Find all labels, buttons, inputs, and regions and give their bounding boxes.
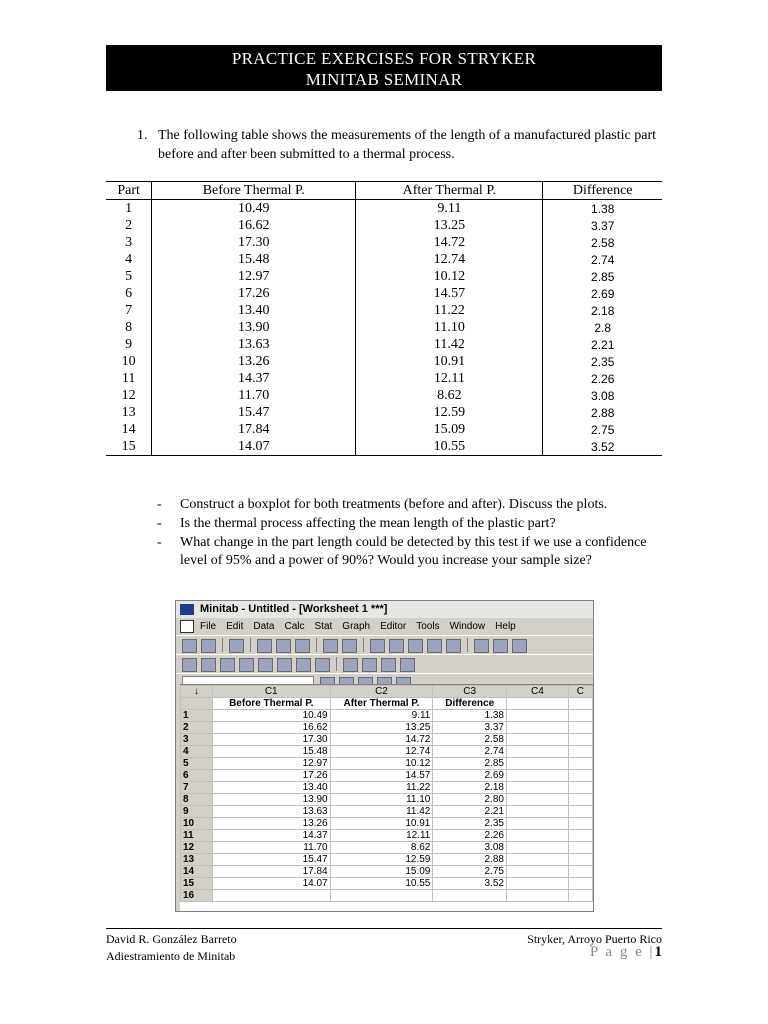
worksheet-cell[interactable]	[568, 770, 592, 782]
show-history-icon[interactable]	[258, 658, 273, 672]
title-banner	[106, 45, 662, 91]
table-cell: 6	[106, 285, 152, 302]
table-body	[106, 200, 662, 456]
table-cell: 15.09	[356, 421, 543, 438]
worksheet-cell[interactable]: 11.10	[330, 794, 433, 806]
table-cell: 10.12	[356, 268, 543, 285]
page-number-value: 1	[654, 944, 662, 960]
table-cell: 8.62	[356, 387, 543, 404]
bullet-dash: -	[157, 516, 162, 531]
worksheet-cell[interactable]	[506, 770, 568, 782]
table-cell: 2.88	[543, 404, 662, 421]
worksheet-cell[interactable]: 13.40	[212, 782, 330, 794]
worksheet-cell[interactable]: 14.72	[330, 734, 433, 746]
worksheet-row	[181, 794, 593, 806]
table-row	[106, 200, 662, 218]
worksheet-cell[interactable]: 2.88	[433, 854, 507, 866]
save-icon[interactable]	[201, 639, 216, 653]
worksheet-cell[interactable]: 14.07	[212, 878, 330, 890]
footer-divider	[106, 928, 662, 929]
table-cell: 8	[106, 319, 152, 336]
row-number[interactable]: 9	[181, 806, 213, 818]
footer-author: David R. González Barreto	[106, 932, 237, 946]
table-cell: 12.11	[356, 370, 543, 387]
worksheet-row	[181, 854, 593, 866]
paste-icon[interactable]	[295, 639, 310, 653]
table-cell: 13.40	[152, 302, 356, 319]
worksheet-cell[interactable]	[506, 878, 568, 890]
footer-org: Stryker, Arroyo Puerto Rico	[527, 932, 662, 946]
table-cell: 2.74	[543, 251, 662, 268]
table-cell: 14.57	[356, 285, 543, 302]
worksheet-cell[interactable]	[568, 782, 592, 794]
table-cell: 2.8	[543, 319, 662, 336]
table-row	[106, 336, 662, 353]
worksheet-cell[interactable]: 2.80	[433, 794, 507, 806]
worksheet-row	[181, 878, 593, 890]
question-item	[157, 515, 662, 533]
table-cell: 3.08	[543, 387, 662, 404]
table-cell: 10.49	[152, 200, 356, 218]
worksheet-cell[interactable]: 11.42	[330, 806, 433, 818]
question-list	[157, 496, 662, 571]
worksheet-cell[interactable]	[568, 842, 592, 854]
window-titlebar	[176, 601, 593, 618]
table-cell: 2.69	[543, 285, 662, 302]
window-title: Minitab - Untitled - [Worksheet 1 ***]	[200, 603, 388, 615]
worksheet-cell[interactable]	[568, 734, 592, 746]
column-id-header[interactable]: C1	[212, 686, 330, 698]
table-cell: 13	[106, 404, 152, 421]
row-number[interactable]: 7	[181, 782, 213, 794]
worksheet-cell[interactable]	[506, 866, 568, 878]
table-cell: 13.90	[152, 319, 356, 336]
page-number	[590, 944, 662, 961]
table-cell: 17.84	[152, 421, 356, 438]
cut-icon[interactable]	[257, 639, 272, 653]
row-number[interactable]: 15	[181, 878, 213, 890]
worksheet-row	[181, 734, 593, 746]
menu-item-graph[interactable]: Graph	[342, 621, 371, 632]
find-icon[interactable]	[427, 639, 442, 653]
worksheet-cell[interactable]	[568, 806, 592, 818]
table-cell: 15.48	[152, 251, 356, 268]
manage-graphs-icon[interactable]	[362, 658, 377, 672]
worksheet-cell[interactable]: 2.21	[433, 806, 507, 818]
worksheet-cell[interactable]	[506, 806, 568, 818]
worksheet-cell[interactable]	[506, 746, 568, 758]
worksheet-cell[interactable]: 2.18	[433, 782, 507, 794]
worksheet-cell[interactable]: 13.25	[330, 722, 433, 734]
table-row	[106, 438, 662, 456]
worksheet-cell[interactable]: 11.70	[212, 842, 330, 854]
page-label: P a g e |	[589, 944, 655, 960]
toolbar-separator	[336, 657, 337, 671]
worksheet-cell[interactable]: 2.85	[433, 758, 507, 770]
table-row	[106, 217, 662, 234]
table-cell: 11.10	[356, 319, 543, 336]
table-row	[106, 319, 662, 336]
row-header-blank	[181, 698, 213, 710]
worksheet-cell[interactable]: 10.49	[212, 710, 330, 722]
menu-item-window[interactable]: Window	[449, 621, 486, 632]
row-number[interactable]: 6	[181, 770, 213, 782]
worksheet-cell[interactable]: 10.12	[330, 758, 433, 770]
worksheet-cell[interactable]	[506, 830, 568, 842]
worksheet-cell[interactable]: 10.55	[330, 878, 433, 890]
table-cell: 4	[106, 251, 152, 268]
worksheet-cell[interactable]: 14.57	[330, 770, 433, 782]
worksheet-cell[interactable]: 15.09	[330, 866, 433, 878]
row-number[interactable]: 12	[181, 842, 213, 854]
menu-item-stat[interactable]: Stat	[314, 621, 333, 632]
column-header: After Thermal P.	[356, 182, 543, 200]
minitab-app-icon	[180, 604, 194, 615]
table-cell: 2.21	[543, 336, 662, 353]
worksheet-row	[181, 866, 593, 878]
worksheet-row	[181, 818, 593, 830]
table-cell: 7	[106, 302, 152, 319]
table-cell: 13.25	[356, 217, 543, 234]
worksheet-cell[interactable]	[568, 758, 592, 770]
worksheet-cell[interactable]	[506, 758, 568, 770]
table-cell: 2.35	[543, 353, 662, 370]
worksheet-row	[181, 782, 593, 794]
table-cell: 11.22	[356, 302, 543, 319]
menu-item-edit[interactable]: Edit	[226, 621, 244, 632]
worksheet-grid	[180, 684, 593, 911]
column-name-cell[interactable]: After Thermal P.	[330, 698, 433, 710]
worksheet-cell[interactable]: 3.52	[433, 878, 507, 890]
table-row	[106, 404, 662, 421]
table-row	[106, 285, 662, 302]
table-cell: 3.37	[543, 217, 662, 234]
worksheet-body	[181, 710, 593, 902]
menu-item-calc[interactable]: Calc	[284, 621, 305, 632]
worksheet-cell[interactable]	[568, 866, 592, 878]
table-row	[106, 353, 662, 370]
exercise-text: The following table shows the measurements of the length of a manufactured plastic part before and after been submitted to a thermal process.	[158, 128, 657, 162]
exercise-intro	[137, 126, 657, 164]
update-graph-icon[interactable]	[400, 658, 415, 672]
row-number[interactable]: 11	[181, 830, 213, 842]
worksheet-cell[interactable]	[568, 722, 592, 734]
worksheet-cell[interactable]: 17.26	[212, 770, 330, 782]
worksheet-cell[interactable]	[568, 746, 592, 758]
table-cell: 10.91	[356, 353, 543, 370]
question-text: Is the thermal process affecting the mean length of the plastic part?	[180, 516, 556, 531]
row-number[interactable]: 13	[181, 854, 213, 866]
table-cell: 1	[106, 200, 152, 218]
worksheet-cell[interactable]	[433, 890, 507, 902]
worksheet-cell[interactable]: 2.69	[433, 770, 507, 782]
menu-item-file[interactable]: File	[200, 621, 217, 632]
worksheet-row	[181, 746, 593, 758]
worksheet-cell[interactable]: 3.37	[433, 722, 507, 734]
worksheet-cell[interactable]	[506, 722, 568, 734]
row-number[interactable]: 10	[181, 818, 213, 830]
title-line-2: MINITAB SEMINAR	[305, 70, 463, 89]
table-cell: 9	[106, 336, 152, 353]
worksheet-row	[181, 806, 593, 818]
worksheet-cell[interactable]: 12.59	[330, 854, 433, 866]
worksheet-cell[interactable]: 16.62	[212, 722, 330, 734]
bullet-dash: -	[157, 497, 162, 512]
arrow-up-icon[interactable]	[389, 639, 404, 653]
menu-item-editor[interactable]: Editor	[380, 621, 407, 632]
table-cell: 2.58	[543, 234, 662, 251]
table-cell: 2.18	[543, 302, 662, 319]
table-row	[106, 302, 662, 319]
table-row	[106, 387, 662, 404]
standard-toolbar	[176, 635, 593, 654]
table-cell: 15.47	[152, 404, 356, 421]
worksheet-table	[180, 685, 593, 902]
column-id-header[interactable]: C2	[330, 686, 433, 698]
row-number[interactable]: 16	[181, 890, 213, 902]
worksheet-row	[181, 890, 593, 902]
table-row	[106, 234, 662, 251]
table-cell: 10	[106, 353, 152, 370]
table-cell: 15	[106, 438, 152, 456]
table-cell: 2	[106, 217, 152, 234]
table-row	[106, 251, 662, 268]
show-data-icon[interactable]	[201, 658, 216, 672]
question-text: Construct a boxplot for both treatments (before and after). Discuss the plots.	[180, 497, 608, 512]
worksheet-cell[interactable]: 9.11	[330, 710, 433, 722]
worksheet-cell[interactable]: 17.30	[212, 734, 330, 746]
table-cell: 17.26	[152, 285, 356, 302]
cancel-icon[interactable]	[474, 639, 489, 653]
title-line-1: PRACTICE EXERCISES FOR STRYKER	[231, 49, 537, 68]
worksheet-row	[181, 710, 593, 722]
table-cell: 5	[106, 268, 152, 285]
column-header: Part	[106, 182, 152, 200]
table-cell: 13.26	[152, 353, 356, 370]
worksheet-cell[interactable]	[568, 830, 592, 842]
toolbar-separator	[316, 638, 317, 652]
table-cell: 14.37	[152, 370, 356, 387]
column-header: Before Thermal P.	[152, 182, 356, 200]
print-icon[interactable]	[229, 639, 244, 653]
worksheet-cell[interactable]: 10.91	[330, 818, 433, 830]
worksheet-row	[181, 758, 593, 770]
table-cell: 12	[106, 387, 152, 404]
worksheet-cell[interactable]: 2.58	[433, 734, 507, 746]
row-number[interactable]: 8	[181, 794, 213, 806]
worksheet-cell[interactable]	[506, 818, 568, 830]
close-graphs-icon[interactable]	[343, 658, 358, 672]
help-icon[interactable]	[493, 639, 508, 653]
worksheet-cell[interactable]	[568, 854, 592, 866]
replace-icon[interactable]	[446, 639, 461, 653]
show-session-icon[interactable]	[182, 658, 197, 672]
column-id-header[interactable]: C	[568, 686, 592, 698]
row-number[interactable]: 3	[181, 734, 213, 746]
table-cell: 12.59	[356, 404, 543, 421]
project-toolbar	[176, 654, 593, 673]
footer-course: Adiestramiento de Minitab	[106, 949, 236, 963]
toolbar-separator	[222, 638, 223, 652]
project-manager-icon[interactable]	[512, 639, 527, 653]
column-name-cell[interactable]: Before Thermal P.	[212, 698, 330, 710]
menu-item-tools[interactable]: Tools	[416, 621, 440, 632]
worksheet-cell[interactable]: 2.26	[433, 830, 507, 842]
worksheet-cell[interactable]	[506, 842, 568, 854]
worksheet-cell[interactable]	[506, 734, 568, 746]
exercise-number: 1.	[137, 128, 148, 143]
menu-item-help[interactable]: Help	[495, 621, 516, 632]
worksheet-row	[181, 770, 593, 782]
arrow-down-icon[interactable]	[408, 639, 423, 653]
measurements-table	[106, 181, 662, 456]
worksheet-cell[interactable]	[568, 710, 592, 722]
worksheet-cell[interactable]: 8.62	[330, 842, 433, 854]
worksheet-cell[interactable]	[506, 854, 568, 866]
worksheet-cell[interactable]	[568, 794, 592, 806]
table-cell: 11.42	[356, 336, 543, 353]
column-id-row	[181, 686, 593, 698]
table-cell: 16.62	[152, 217, 356, 234]
table-cell: 3.52	[543, 438, 662, 456]
worksheet-cell[interactable]: 1.38	[433, 710, 507, 722]
column-id-header[interactable]: C3	[433, 686, 507, 698]
table-cell: 3	[106, 234, 152, 251]
table-cell: 2.75	[543, 421, 662, 438]
table-row	[106, 370, 662, 387]
layout-icon[interactable]	[381, 658, 396, 672]
row-number[interactable]: 5	[181, 758, 213, 770]
worksheet-cell[interactable]	[506, 710, 568, 722]
copy-icon[interactable]	[276, 639, 291, 653]
open-icon[interactable]	[182, 639, 197, 653]
menu-item-data[interactable]: Data	[253, 621, 275, 632]
minitab-window	[175, 600, 594, 912]
worksheet-cell[interactable]	[568, 818, 592, 830]
worksheet-row	[181, 830, 593, 842]
table-header-row	[106, 182, 662, 200]
row-number[interactable]: 4	[181, 746, 213, 758]
table-cell: 12.74	[356, 251, 543, 268]
worksheet-cell[interactable]: 17.84	[212, 866, 330, 878]
column-id-header[interactable]: C4	[506, 686, 568, 698]
show-graphs-icon[interactable]	[220, 658, 235, 672]
worksheet-cell[interactable]: 2.75	[433, 866, 507, 878]
worksheet-cell[interactable]: 2.35	[433, 818, 507, 830]
column-name-cell[interactable]: Difference	[433, 698, 507, 710]
column-header: Difference	[543, 182, 662, 200]
question-item	[157, 496, 662, 514]
menu-bar	[176, 618, 593, 635]
table-row	[106, 421, 662, 438]
last-dialog-icon[interactable]	[370, 639, 385, 653]
worksheet-cell[interactable]: 11.22	[330, 782, 433, 794]
worksheet-cell[interactable]	[506, 890, 568, 902]
worksheet-menu-icon[interactable]	[180, 620, 194, 633]
question-item	[157, 534, 662, 570]
table-cell: 2.26	[543, 370, 662, 387]
bullet-dash: -	[157, 535, 162, 550]
undo-icon[interactable]	[323, 639, 338, 653]
show-info-icon[interactable]	[239, 658, 254, 672]
table-row	[106, 268, 662, 285]
table-cell: 10.55	[356, 438, 543, 456]
worksheet-cell[interactable]	[330, 890, 433, 902]
table-cell: 14.07	[152, 438, 356, 456]
report-pad-icon[interactable]	[277, 658, 292, 672]
table-cell: 14	[106, 421, 152, 438]
toolbar-separator	[363, 638, 364, 652]
worksheet-cell[interactable]: 12.11	[330, 830, 433, 842]
worksheet-cell[interactable]: 13.90	[212, 794, 330, 806]
table-cell: 14.72	[356, 234, 543, 251]
row-number[interactable]: 1	[181, 710, 213, 722]
worksheet-row	[181, 722, 593, 734]
table-cell: 13.63	[152, 336, 356, 353]
table-cell: 1.38	[543, 200, 662, 218]
worksheet-corner[interactable]: ↓	[181, 686, 213, 698]
redo-icon[interactable]	[342, 639, 357, 653]
toolbar-separator	[467, 638, 468, 652]
question-text: What change in the part length could be detected by this test if we use a confidence level of 95% and a power of 90%? Would you increase your sample size?	[180, 535, 647, 568]
table-cell: 17.30	[152, 234, 356, 251]
worksheet-cell[interactable]: 14.37	[212, 830, 330, 842]
column-name-cell[interactable]	[506, 698, 568, 710]
worksheet-cell[interactable]: 15.48	[212, 746, 330, 758]
table-cell: 11	[106, 370, 152, 387]
table-cell: 2.85	[543, 268, 662, 285]
worksheet-row	[181, 842, 593, 854]
table-cell: 11.70	[152, 387, 356, 404]
worksheet-cell[interactable]: 2.74	[433, 746, 507, 758]
worksheet-cell[interactable]	[506, 794, 568, 806]
toolbar-separator	[250, 638, 251, 652]
worksheet-cell[interactable]	[506, 782, 568, 794]
column-name-cell[interactable]	[568, 698, 592, 710]
table-cell: 12.97	[152, 268, 356, 285]
column-name-row	[181, 698, 593, 710]
worksheet-cell[interactable]: 13.26	[212, 818, 330, 830]
worksheet-cell[interactable]: 15.47	[212, 854, 330, 866]
worksheet-cell[interactable]: 3.08	[433, 842, 507, 854]
worksheet-cell[interactable]	[568, 890, 592, 902]
worksheet-cell[interactable]	[568, 878, 592, 890]
row-number[interactable]: 2	[181, 722, 213, 734]
worksheet-cell[interactable]: 12.97	[212, 758, 330, 770]
worksheet-cell[interactable]: 13.63	[212, 806, 330, 818]
worksheet-cell[interactable]	[212, 890, 330, 902]
design-icon[interactable]	[315, 658, 330, 672]
worksheet-cell[interactable]: 12.74	[330, 746, 433, 758]
related-docs-icon[interactable]	[296, 658, 311, 672]
row-number[interactable]: 14	[181, 866, 213, 878]
table-cell: 9.11	[356, 200, 543, 218]
